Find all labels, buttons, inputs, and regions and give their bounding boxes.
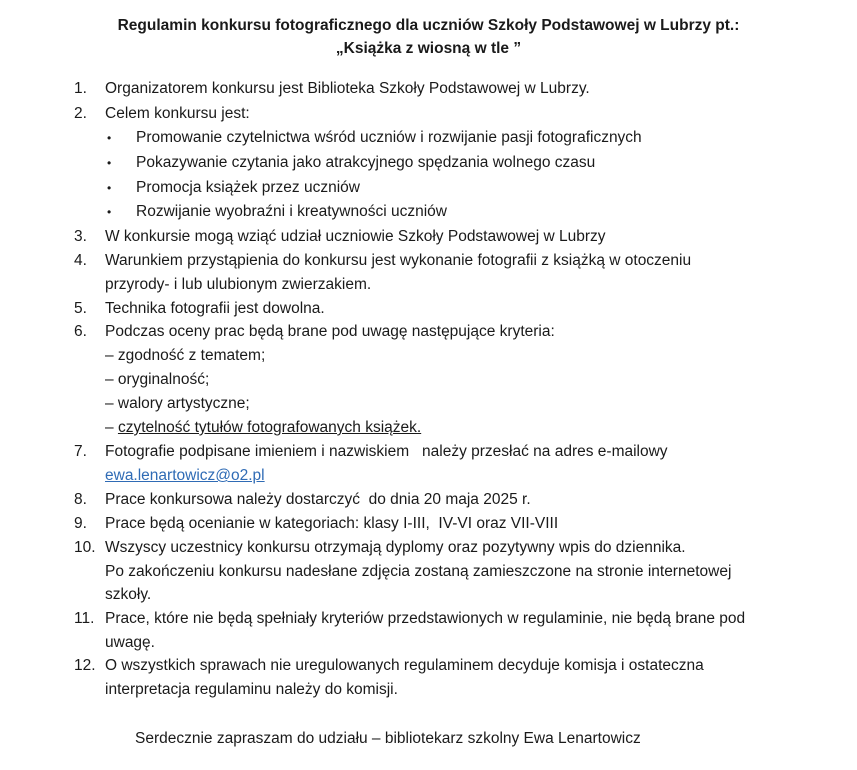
item-number: 9. — [74, 515, 87, 532]
email-link[interactable]: ewa.lenartowicz@o2.pl — [105, 467, 265, 484]
item-number: 11. — [74, 610, 95, 627]
criteria-text: – zgodność z tematem; — [105, 347, 266, 364]
item-text: Prace, które nie będą spełniały kryteriów przedstawionych w regulaminie, nie będą brane pod — [105, 610, 746, 627]
item-number: 5. — [74, 300, 87, 317]
item-number: 1. — [74, 80, 87, 97]
item-text: Podczas oceny prac będą brane pod uwagę następujące kryteria: — [105, 323, 555, 340]
item-number: 7. — [74, 443, 87, 460]
item-text: Celem konkursu jest: — [105, 105, 250, 122]
item-text: Organizatorem konkursu jest Biblioteka Szkoły Podstawowej w Lubrzy. — [105, 80, 590, 97]
item-number: 6. — [74, 323, 87, 340]
item-number: 3. — [74, 228, 87, 245]
bullet-icon: • — [107, 181, 112, 195]
document-subtitle: „Książka z wiosną w tle ” — [335, 40, 522, 57]
item-text: W konkursie mogą wziąć udział uczniowie Szkoły Podstawowej w Lubrzy — [105, 228, 606, 245]
closing-signature: Serdecznie zapraszam do udziału – bibliotekarz szkolny Ewa Lenartowicz — [135, 730, 641, 747]
item-text: Prace konkursowa należy dostarczyć do dnia 20 maja 2025 r. — [105, 491, 531, 508]
criteria-text: – oryginalność; — [105, 371, 210, 388]
bullet-icon: • — [107, 131, 112, 145]
item-number: 12. — [74, 657, 96, 674]
item-text: O wszystkich sprawach nie uregulowanych regulaminem decyduje komisja i ostateczna — [105, 657, 704, 674]
criteria-text — [105, 418, 421, 438]
item-text: Wszyscy uczestnicy konkursu otrzymają dyplomy oraz pozytywny wpis do dziennika. — [105, 539, 686, 556]
criteria-dash: – — [105, 419, 118, 436]
item-number: 4. — [74, 252, 87, 269]
item-text: Prace będą ocenianie w kategoriach: klasy I-III, IV-VI oraz VII-VIII — [105, 515, 559, 532]
bullet-icon: • — [107, 156, 112, 170]
item-text: Technika fotografii jest dowolna. — [105, 300, 325, 317]
bullet-text: Promocja książek przez uczniów — [136, 179, 360, 196]
item-number: 8. — [74, 491, 87, 508]
item-text: Po zakończeniu konkursu nadesłane zdjęcia zostaną zamieszczone na stronie internetowej — [105, 563, 732, 580]
item-text: Fotografie podpisane imieniem i nazwiskiem należy przesłać na adres e-mailowy — [105, 443, 668, 460]
document-title: Regulamin konkursu fotograficznego dla uczniów Szkoły Podstawowej w Lubrzy pt.: — [117, 17, 740, 34]
bullet-icon: • — [107, 205, 112, 219]
item-number: 10. — [74, 539, 96, 556]
bullet-text: Rozwijanie wyobraźni i kreatywności uczniów — [136, 203, 447, 220]
item-text: interpretacja regulaminu należy do komisji. — [105, 681, 398, 698]
item-text: szkoły. — [105, 586, 152, 603]
item-text: Warunkiem przystąpienia do konkursu jest wykonanie fotografii z książką w otoczeniu — [105, 252, 692, 269]
bullet-text: Promowanie czytelnictwa wśród uczniów i rozwijanie pasji fotograficznych — [136, 129, 642, 146]
item-text: przyrody- i lub ulubionym zwierzakiem. — [105, 276, 372, 293]
bullet-text: Pokazywanie czytania jako atrakcyjnego spędzania wolnego czasu — [136, 154, 596, 171]
item-number: 2. — [74, 105, 87, 122]
criteria-text: – walory artystyczne; — [105, 395, 250, 412]
criteria-underlined-text: czytelność tytułów fotografowanych książek. — [117, 419, 422, 436]
item-text: uwagę. — [105, 634, 155, 651]
